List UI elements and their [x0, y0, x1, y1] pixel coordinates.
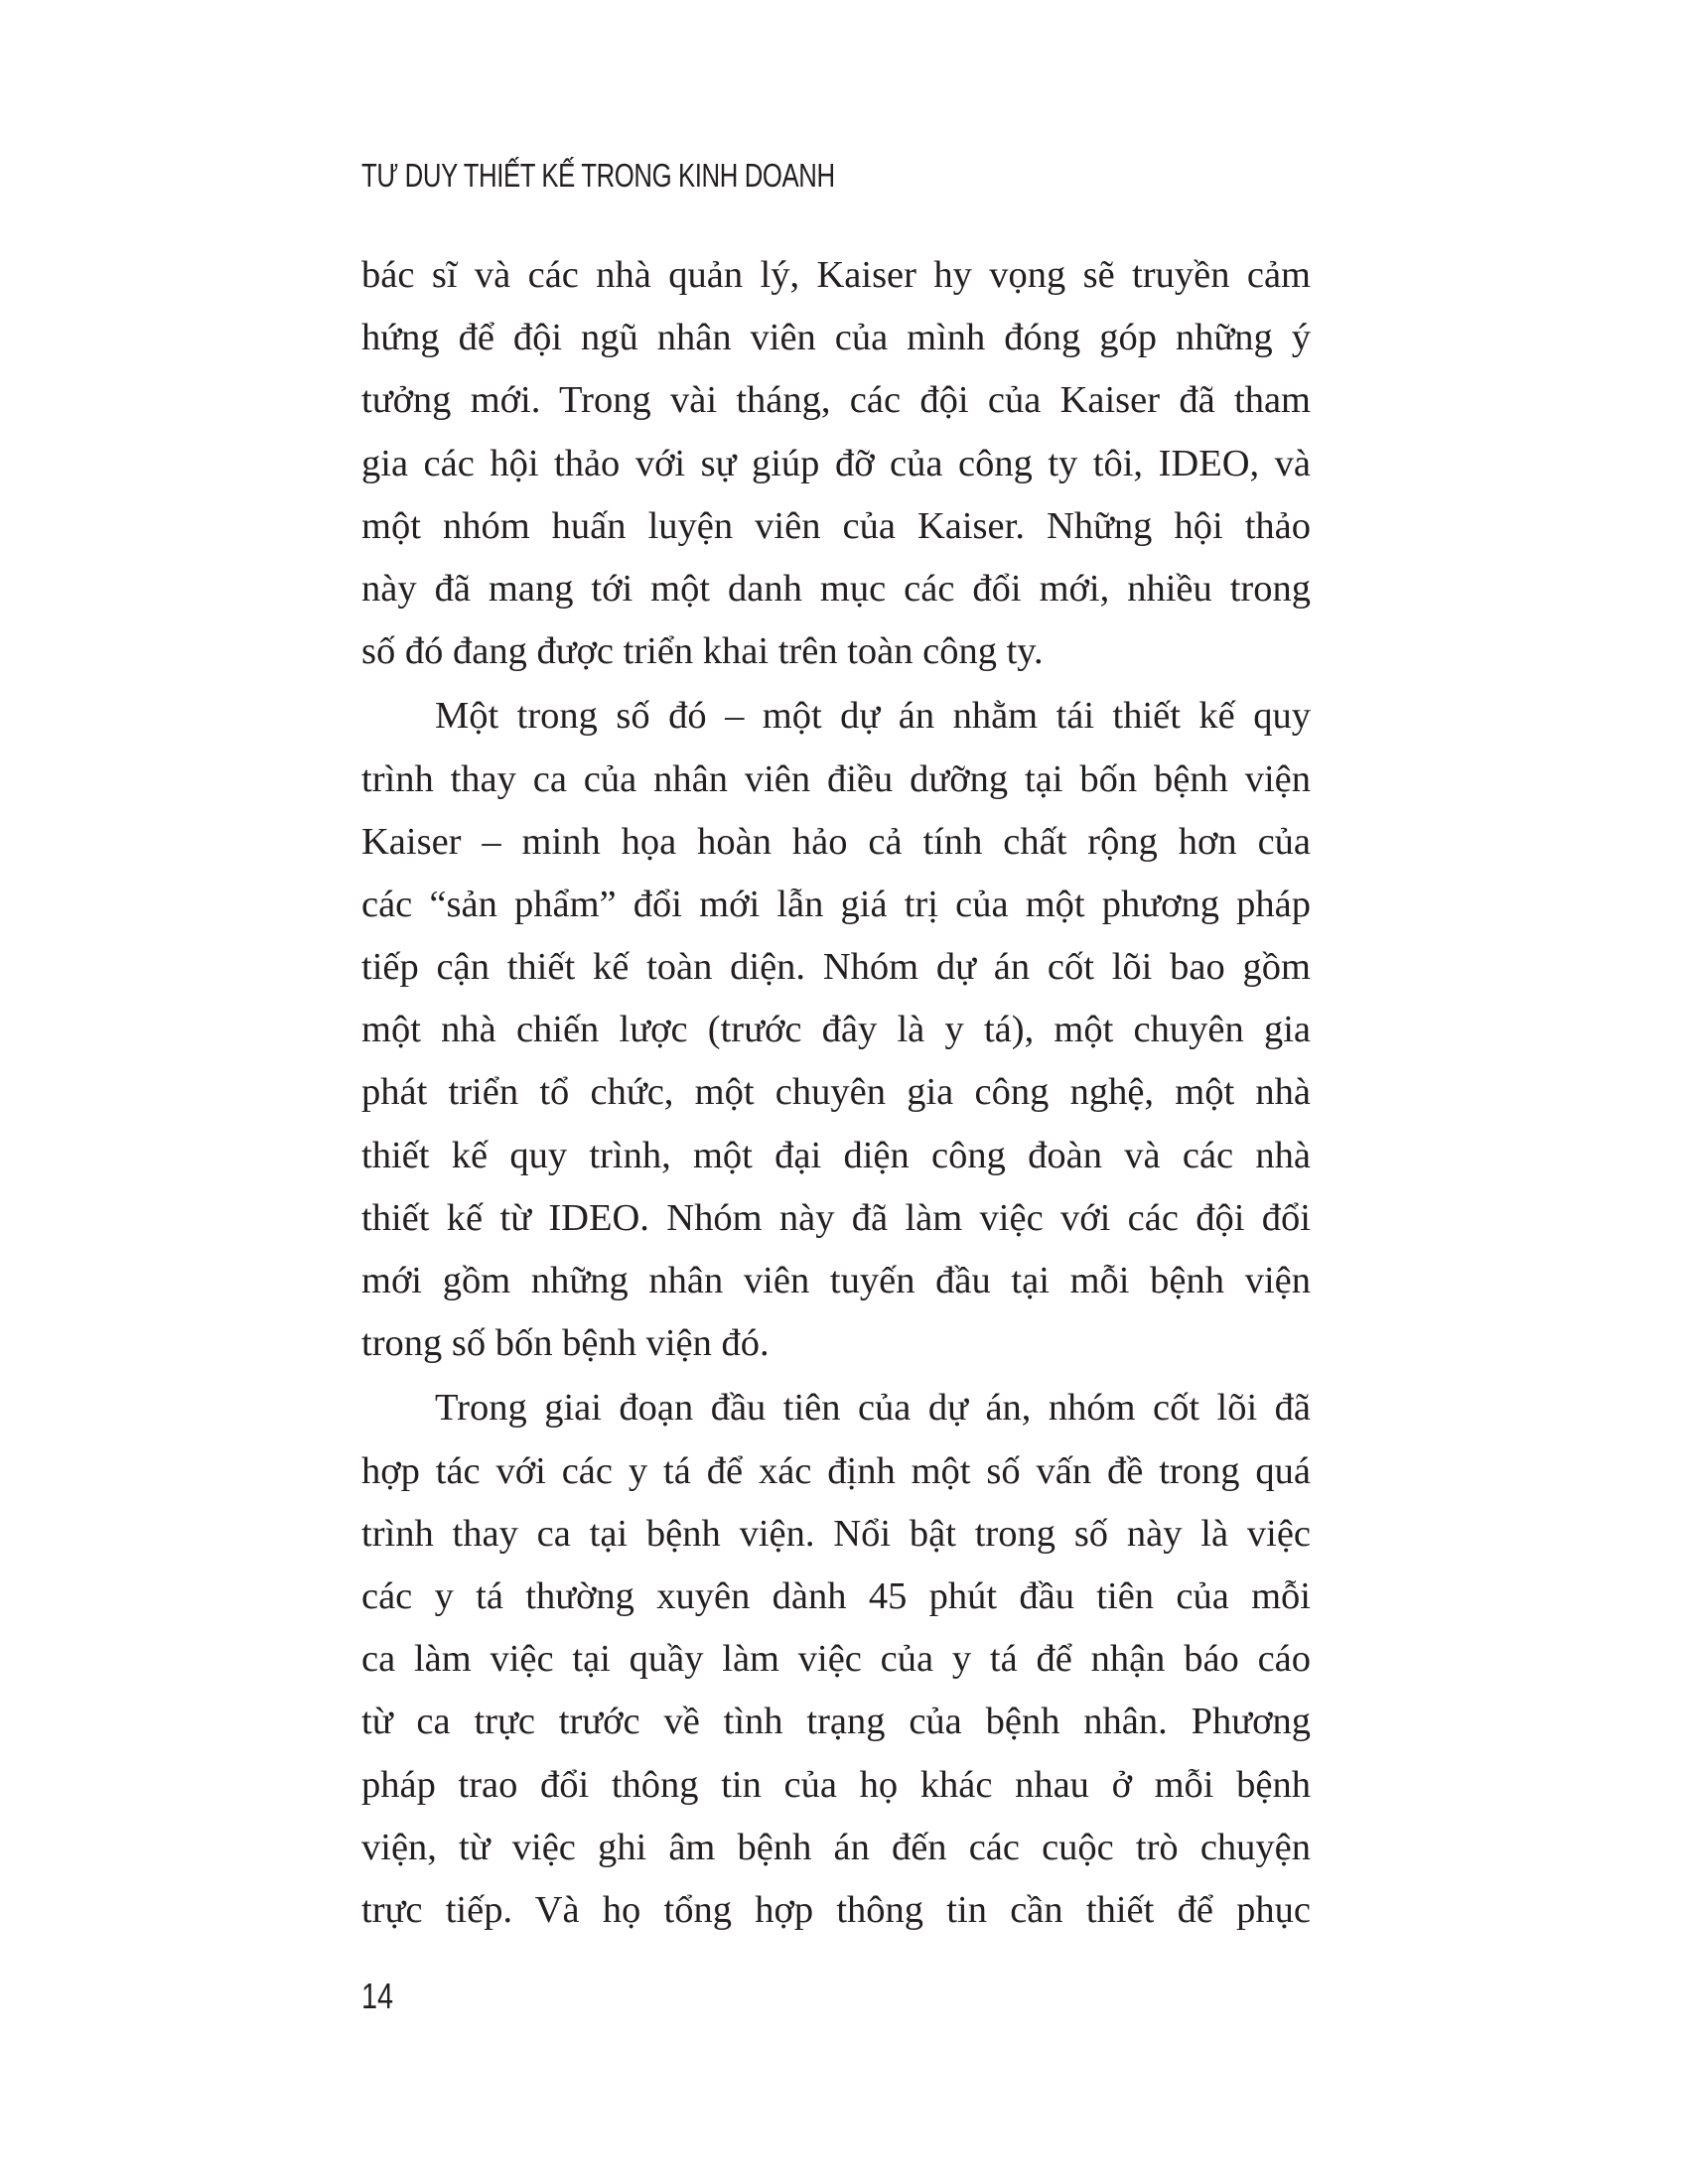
text-line: viện, từ việc ghi âm bệnh án đến các cuộc trò chuyện — [361, 1826, 1311, 1868]
text-line: các y tá thường xuyên dành 45 phút đầu tiên của mỗi — [361, 1574, 1311, 1617]
text-line: phát triển tổ chức, một chuyên gia công nghệ, một nhà — [361, 1071, 1311, 1114]
paragraph — [361, 1377, 1311, 1942]
text-line: Kaiser – minh họa hoàn hảo cả tính chất rộng hơn của — [361, 820, 1311, 863]
paragraph — [361, 685, 1311, 1375]
running-header: TƯ DUY THIẾT KẾ TRONG KINH DOANH — [361, 157, 835, 194]
text-line: trình thay ca tại bệnh viện. Nổi bật trong số này là việc — [361, 1512, 1311, 1555]
text-line: các “sản phẩm” đổi mới lẫn giá trị của một phương pháp — [361, 883, 1311, 925]
text-line: tưởng mới. Trong vài tháng, các đội của Kaiser đã tham — [361, 379, 1311, 422]
text-line: Một trong số đó – một dự án nhằm tái thiết kế quy — [435, 695, 1311, 738]
text-line: trong số bốn bệnh viện đó. — [361, 1322, 770, 1365]
text-line: Trong giai đoạn đầu tiên của dự án, nhóm cốt lõi đã — [435, 1387, 1311, 1430]
text-line: trực tiếp. Và họ tổng hợp thông tin cần thiết để phục — [361, 1888, 1311, 1931]
text-line: số đó đang được triển khai trên toàn công ty. — [361, 630, 1044, 673]
text-line: gia các hội thảo với sự giúp đỡ của công ty tôi, IDEO, và — [361, 442, 1311, 484]
text-line: từ ca trực trước về tình trạng của bệnh nhân. Phương — [361, 1701, 1311, 1743]
text-line: một nhóm huấn luyện viên của Kaiser. Những hội thảo — [361, 504, 1311, 547]
text-line: bác sĩ và các nhà quản lý, Kaiser hy vọng sẽ truyền cảm — [361, 254, 1311, 296]
text-line: một nhà chiến lược (trước đây là y tá), một chuyên gia — [361, 1009, 1311, 1051]
paragraph — [361, 244, 1311, 683]
text-line: thiết kế quy trình, một đại diện công đoàn và các nhà — [361, 1134, 1311, 1176]
text-line: trình thay ca của nhân viên điều dưỡng tại bốn bệnh viện — [361, 757, 1311, 800]
text-line: này đã mang tới một danh mục các đổi mới, nhiều trong — [361, 567, 1311, 610]
text-line: ca làm việc tại quầy làm việc của y tá để nhận báo cáo — [361, 1638, 1311, 1681]
text-line: thiết kế từ IDEO. Nhóm này đã làm việc với các đội đổi — [361, 1196, 1311, 1239]
body-text — [361, 244, 1311, 1944]
text-line: mới gồm những nhân viên tuyến đầu tại mỗi bệnh viện — [361, 1260, 1311, 1301]
text-line: hợp tác với các y tá để xác định một số vấn đề trong quá — [361, 1449, 1311, 1492]
text-line: tiếp cận thiết kế toàn diện. Nhóm dự án cốt lõi bao gồm — [361, 946, 1311, 989]
text-line: pháp trao đổi thông tin của họ khác nhau ở mỗi bệnh — [361, 1763, 1311, 1806]
text-line: hứng để đội ngũ nhân viên của mình đóng góp những ý — [361, 317, 1311, 359]
page-number: 14 — [361, 1976, 394, 2016]
